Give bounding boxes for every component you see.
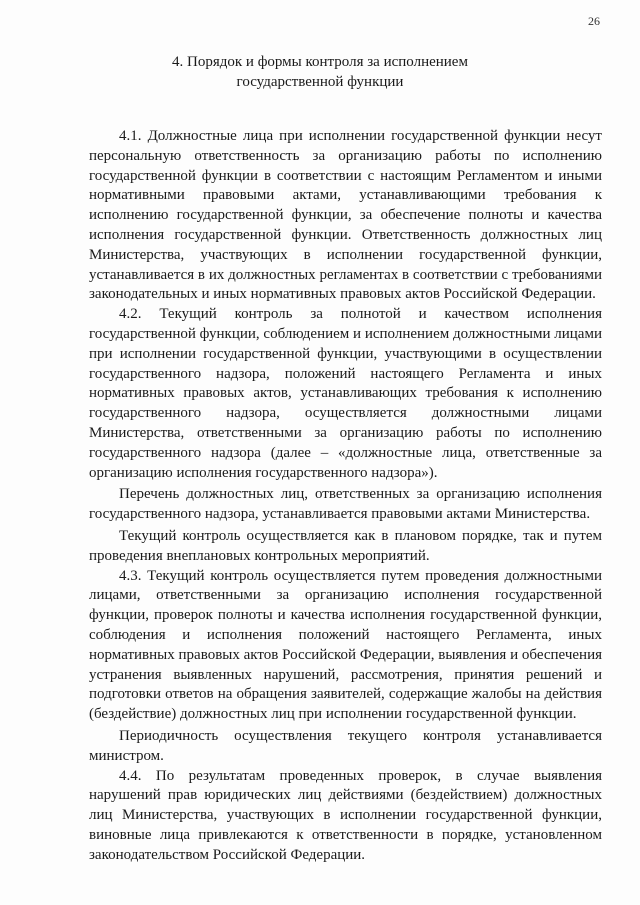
paragraph-periodicity: Периодичность осуществления текущего контроля устанавливается министром. (89, 727, 602, 764)
section-title-line-2: государственной функции (236, 74, 404, 90)
paragraph-4-2: 4.2. Текущий контроль за полнотой и качеством исполнения государственной функции, соблюдением и исполнением должностными лицами при исполнении государственной функции, участвующими в осуществлении государственного надзора, положений настоящего Регламента и иных нормативных правовых актов, устанавливающих требования к исполнению государственного надзора, осуществляется должностными лицами Министерства, ответственными за организацию работы по исполнению государственного надзора (далее – «должностные лица, ответственные за организацию исполнения государственного надзора»). (89, 306, 602, 481)
section-title (0, 52, 640, 92)
paragraph-4-3: 4.3. Текущий контроль осуществляется путем проведения должностными лицами, ответственными за организацию исполнения государственной функции, проверок полноты и качества исполнения государственной функции, соблюдения и исполнения положений настоящего Регламента, иных нормативных правовых актов Российской Федерации, выявления и обеспечения устранения выявленных нарушений, рассмотрения, принятия решений и подготовки ответов на обращения заявителей, содержащие жалобы на действия (бездействие) должностных лиц при исполнении государственной функции. (89, 567, 602, 723)
document-body (89, 127, 602, 865)
paragraph-officials-list: Перечень должностных лиц, ответственных за организацию исполнения государственного надзора, устанавливается правовыми актами Министерства. (89, 486, 602, 523)
page-number: 26 (588, 14, 600, 28)
paragraph-current-control: Текущий контроль осуществляется как в плановом порядке, так и путем проведения внеплановых контрольных мероприятий. (89, 527, 602, 564)
paragraph-4-4: 4.4. По результатам проведенных проверок, в случае выявления нарушений прав юридических лиц действиями (бездействием) должностных лиц Министерства, участвующих в исполнении государственной функции, виновные лица привлекаются к ответственности в порядке, установленном законодательством Российской Федерации. (89, 767, 602, 863)
section-title-line-1: 4. Порядок и формы контроля за исполнением (172, 54, 468, 70)
paragraph-4-1: 4.1. Должностные лица при исполнении государственной функции несут персональную ответственность за организацию работы по исполнению государственной функции в соответствии с настоящим Регламентом и иными нормативными правовыми актами, устанавливающими требования к исполнению государственной функции, за обеспечение полноты и качества исполнения государственной функции. Ответственность должностных лиц Министерства, участвующих в исполнении государственной функции, устанавливается в их должностных регламентах в соответствии с требованиями законодательных и иных нормативных правовых актов Российской Федерации. (89, 128, 602, 303)
